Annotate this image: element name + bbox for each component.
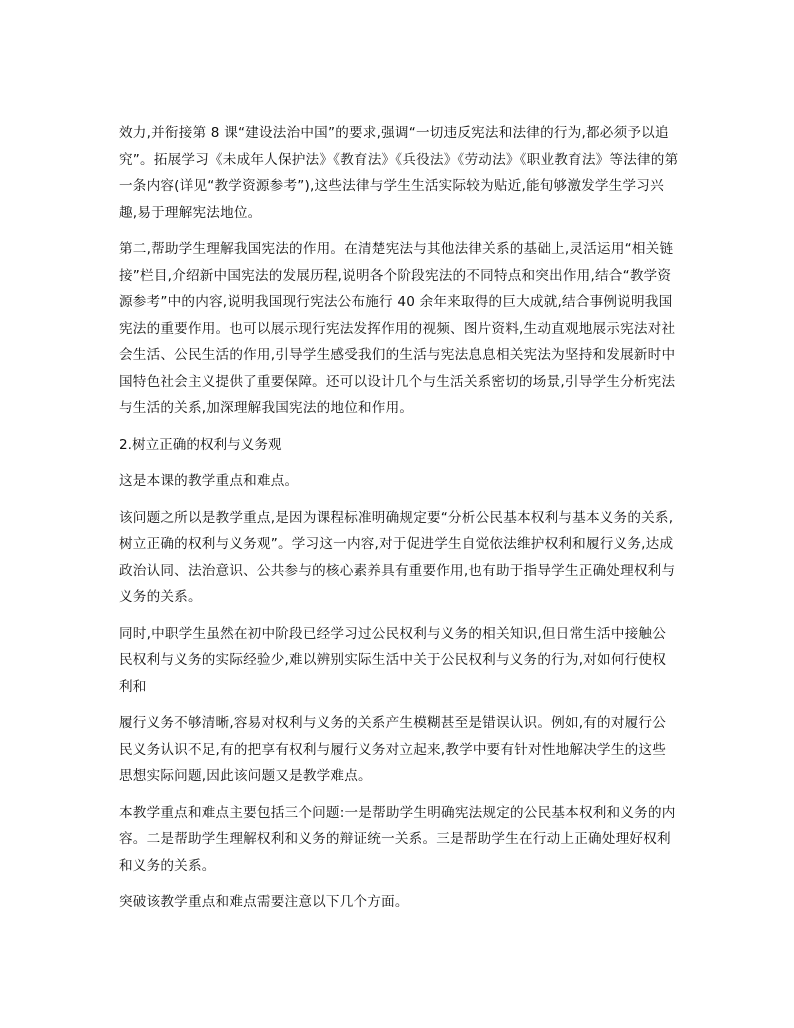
paragraph-difficulty-reason: 履行义务不够清晰,容易对权利与义务的关系产生模糊甚至是错误认识。例如,有的对履行公民义务认识不足,有的把享有权利与履行义务对立起来,教学中要有针对性地解决学生的这些思想实际问题,因此该问题又是教学难点。 <box>119 715 666 784</box>
paragraph-key-point-reason: 该问题之所以是教学重点,是因为课程标准明确规定要“分析公民基本权利与基本义务的关系,树立正确的权利与义务观”。学习这一内容,对于促进学生自觉依法维护权利和履行义务,达成政治认同、法治意识、公共参与的核心素养具有重要作用,也有助于指导学生正确处理权利与义务的关系。 <box>119 509 676 605</box>
paragraph-three-questions: 本教学重点和难点主要包括三个问题:一是帮助学生明确宪法规定的公民基本权利和义务的内容。二是帮助学生理解权利和义务的辩证统一关系。三是帮助学生在行动上正确处理好权利和义务的关系。 <box>119 804 676 874</box>
paragraph-next-aspects: 突破该教学重点和难点需要注意以下几个方面。 <box>119 894 409 910</box>
section-heading-rights-duties: 2.树立正确的权利与义务观 <box>119 436 282 453</box>
paragraph-law-linkage: 效力,并衔接第 8 课“建设法治中国”的要求,强调“一切违反宪法和法律的行为,都必须予以追究”。拓展学习《未成年人保护法》《教育法》《兵役法》《劳动法》《职业教育法》等法律的第一条内容(详见“教学资源参考”),这些法律与学生生活实际较为贴近,能旬够激发学生学习兴趣,易于理解宪法地位。 <box>119 125 679 221</box>
document-page <box>119 120 679 926</box>
paragraph-student-background: 同时,中职学生虽然在初中阶段已经学习过公民权利与义务的相关知识,但日常生活中接触公民权利与义务的实际经验少,难以辨别实际生活中关于公民权利与义务的行为,对如何行使权利和 <box>119 625 666 695</box>
paragraph-constitution-role: 第二,帮助学生理解我国宪法的作用。在清楚宪法与其他法律关系的基础上,灵活运用“相关链接”栏目,介绍新中国宪法的发展历程,说明各个阶段宪法的不同特点和突出作用,结合“教学资源参考”中的内容,说明我国现行宪法公布施行 40 余年来取得的巨大成就,结合事例说明我国宪法的重要作用。也可以展示现行宪法发挥作用的视频、图片资料,生动直观地展示宪法对社会生活、公民生活的作用,引导学生感受我们的生活与宪法息息相关宪法为坚持和发展新时中国特色社会主义提供了重要保障。还可以设计几个与生活关系密切的场景,引导学生分析宪法与生活的关系,加深理解我国宪法的地位和作用。 <box>119 241 676 416</box>
paragraph-key-point-intro: 这是本课的教学重点和难点。 <box>119 473 299 489</box>
